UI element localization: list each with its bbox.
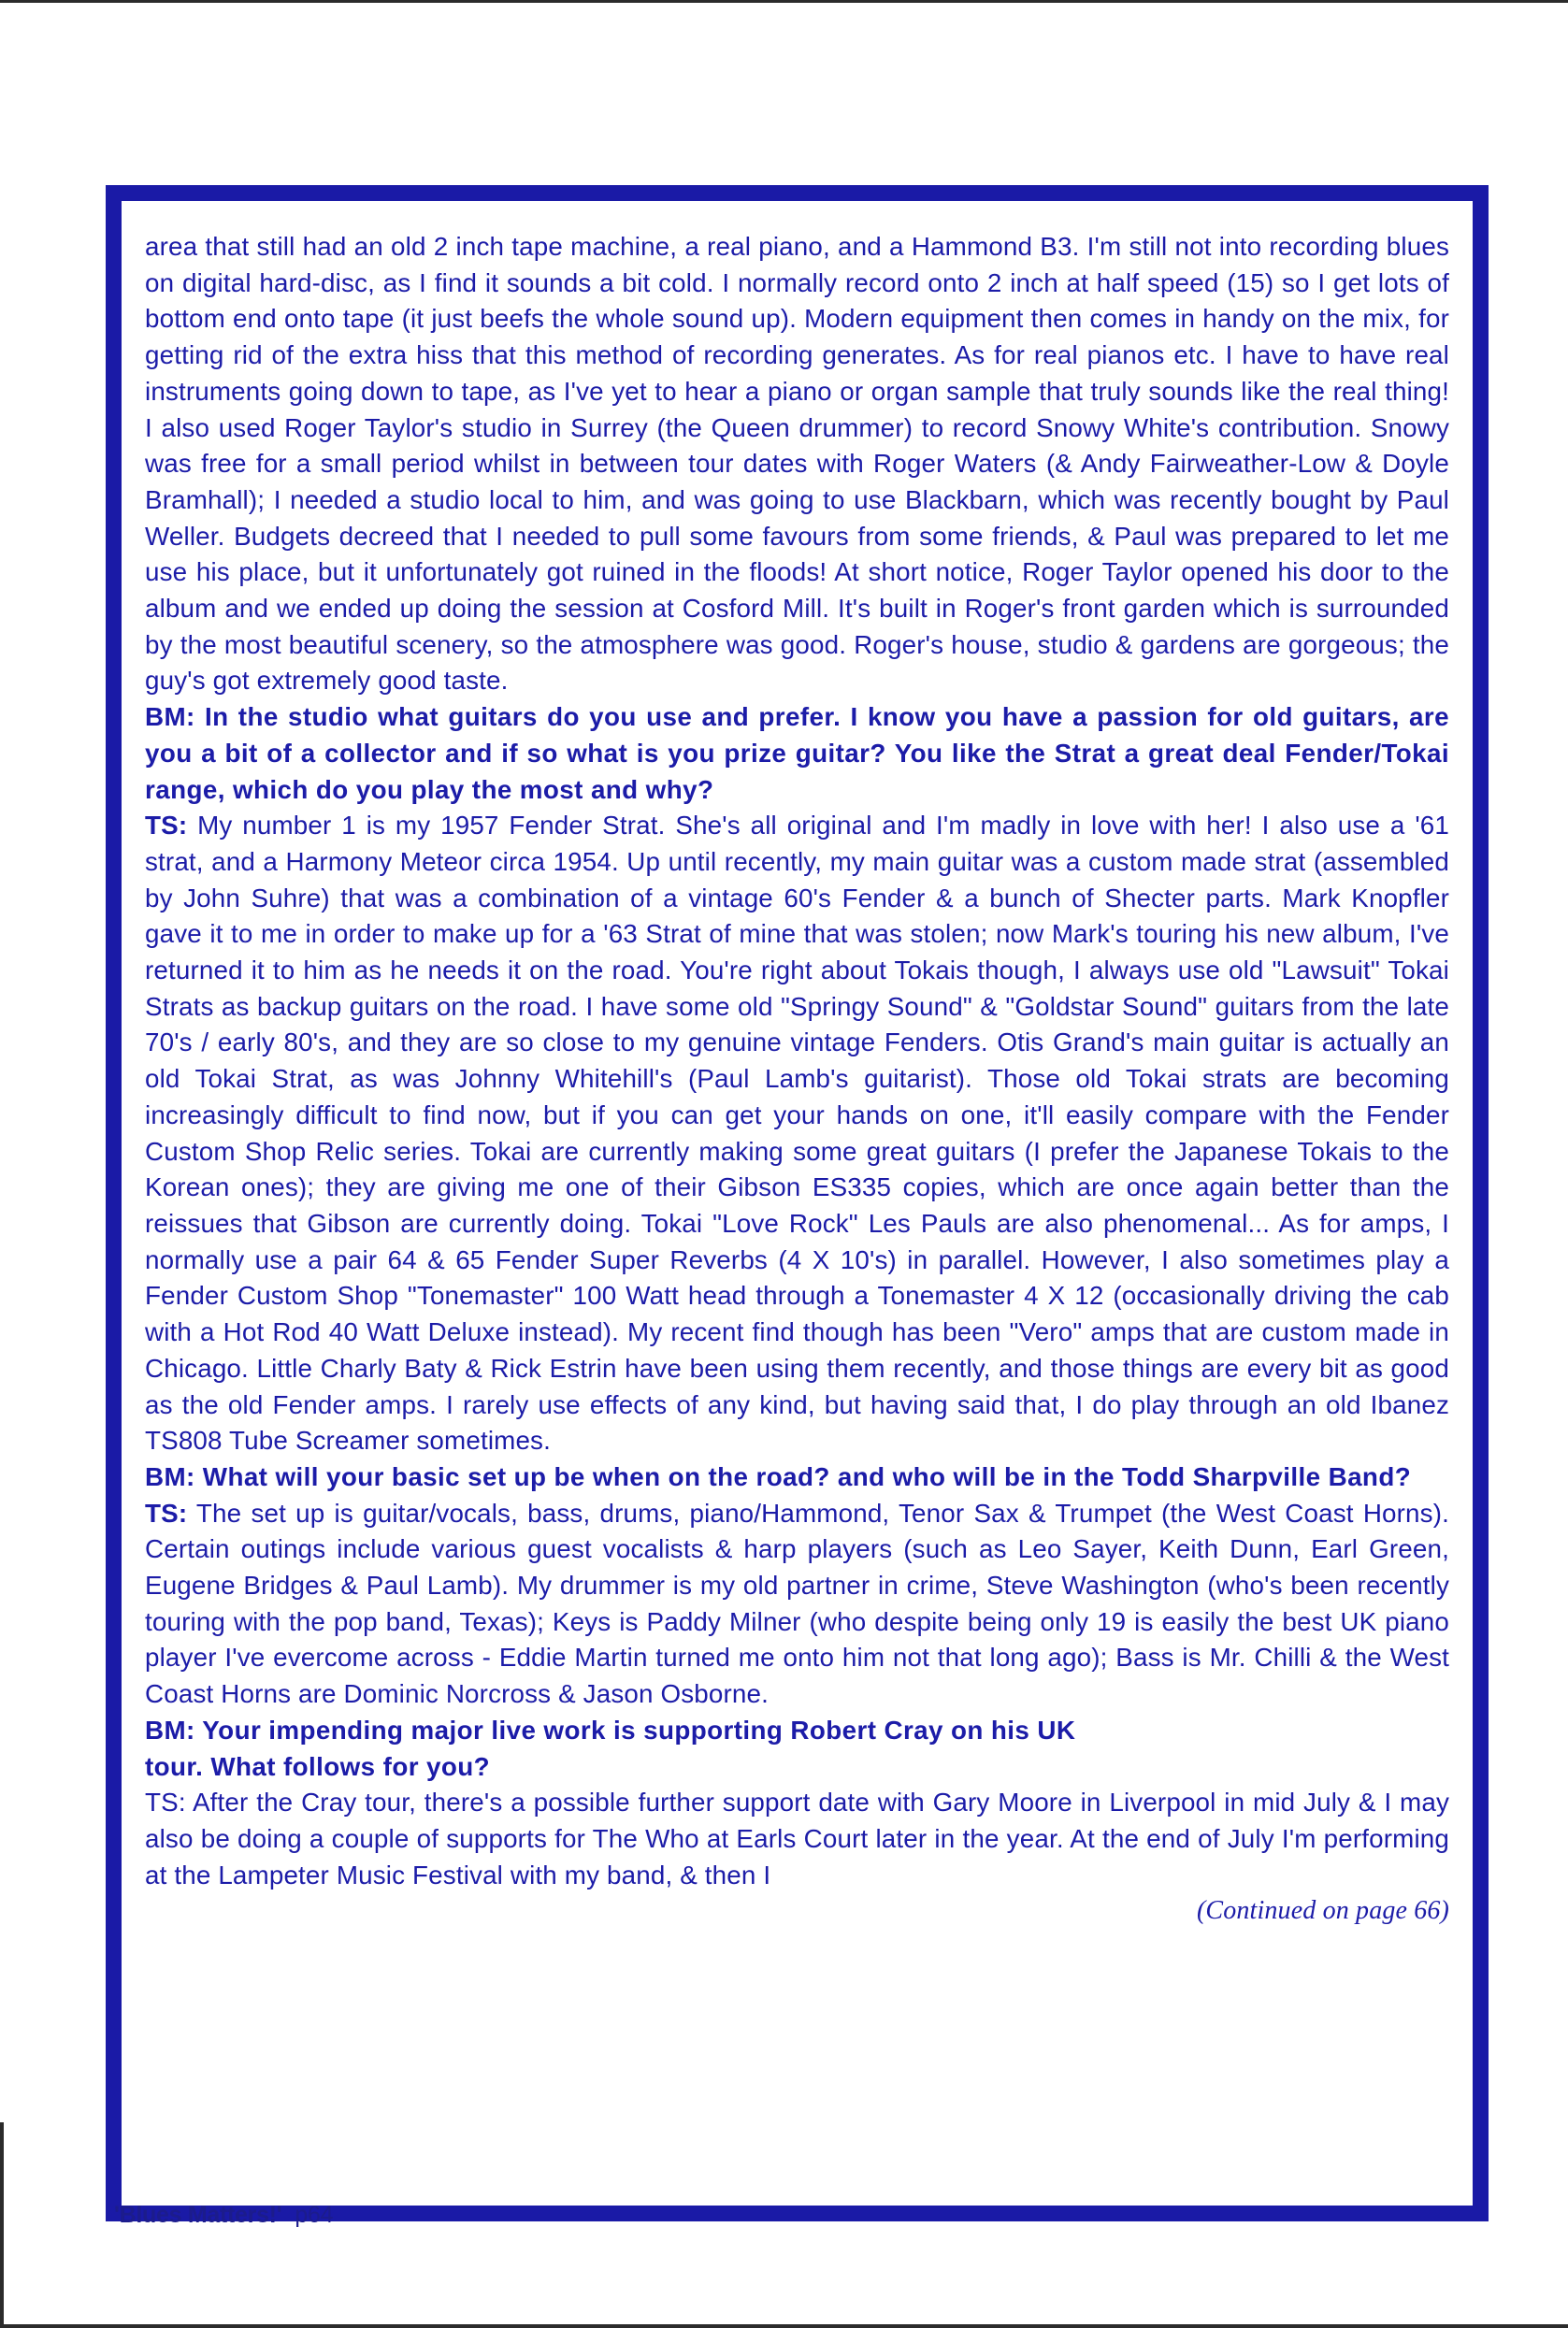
magazine-name: 'Blues Matters!' <box>114 2202 282 2228</box>
page-footer <box>114 2201 333 2229</box>
scan-edge-top <box>0 0 1568 3</box>
question-line: tour. What follows for you? <box>145 1751 491 1781</box>
answer-guitars <box>145 808 1449 1459</box>
answer-setup <box>145 1496 1449 1713</box>
question-guitars: BM: In the studio what guitars do you use and prefer. I know you have a passion for old guitars, are you a bit of a collector and if so what is you prize guitar? You like the Strat a great deal Fender/Tokai range, which do you play the most and why? <box>145 702 1449 804</box>
answer-live-work: TS: After the Cray tour, there's a possible further support date with Gary Moore in Liverpool in mid July & I may also be doing a couple of supports for The Who at Earls Court later in the year. At the end of July I'm performing at the Lampeter Music Festival with my band, & then I <box>145 1788 1449 1890</box>
answer-text: My number 1 is my 1957 Fender Strat. She's all original and I'm madly in love with her! I also use a '61 strat, and a Harmony Meteor circa 1954. Up until recently, my main guitar was a custom made strat (assembled by John Suhre) that was a combination of a vintage 60's Fender & a bunch of Shecter parts. Mark Knopfler gave it to me in order to make up for a '63 Strat of mine that was stolen; now Mark's touring his new album, I've returned it to him as he needs it on the road. You're right about Tokais though, I always use old "Lawsuit" Tokai Strats as backup guitars on the road. I have some old "Springy Sound" & "Goldstar Sound" guitars from the late 70's / early 80's, and they are so close to my genuine vintage Fenders. Otis Grand's main guitar is actually an old Tokai Strat, as was Johnny Whitehill's (Paul Lamb's guitarist). Those old Tokai strats are becoming increasingly difficult to find now, but if you can get your hands on one, it'll easily compare with the Fender Custom Shop Relic series. Tokai are currently making some great guitars (I prefer the Japanese Tokais to the Korean ones); they are giving me one of their Gibson ES335 copies, which are once again better than the reissues that Gibson are currently doing. Tokai "Love Rock" Les Pauls are also phenomenal... As for amps, I normally use a pair 64 & 65 Fender Super Reverbs (4 X 10's) in parallel. However, I also sometimes play a Fender Custom Shop "Tonemaster" 100 Watt head through a Tonemaster 4 X 12 (occasionally driving the cab with a Hot Rod 40 Watt Deluxe instead). My recent find though has been "Vero" amps that are custom made in Chicago. Little Charly Baty & Rick Estrin have been using them recently, and those things are every bit as good as the old Fender amps. I rarely use effects of any kind, but having said that, I do play through an old Ibanez TS808 Tube Screamer sometimes. <box>145 811 1449 1456</box>
scan-edge-left <box>0 2122 4 2328</box>
paragraph-studio: area that still had an old 2 inch tape machine, a real piano, and a Hammond B3. I'm still not into recording blues on digital hard-disc, as I find it sounds a bit cold. I normally record onto 2 inch at half speed (15) so I get lots of bottom end onto tape (it just beefs the whole sound up). Modern equipment then comes in handy on the mix, for getting rid of the extra hiss that this method of recording generates. As for real pianos etc. I have to have real instruments going down to tape, as I've yet to hear a piano or organ sample that truly sounds like the real thing! I also used Roger Taylor's studio in Surrey (the Queen drummer) to record Snowy White's contribution. Snowy was free for a small period whilst in between tour dates with Roger Waters (& Andy Fairweather-Low & Doyle Bramhall); I needed a studio local to him, and was going to use Blackbarn, which was recently bought by Paul Weller. Budgets decreed that I needed to pull some favours from some friends, & Paul was prepared to let me use his place, but it unfortunately got ruined in the floods! At short notice, Roger Taylor opened his door to the album and we ended up doing the session at Cosford Mill. It's built in Roger's front garden which is surrounded by the most beautiful scenery, so the atmosphere was good. Roger's house, studio & gardens are gorgeous; the guy's got extremely good taste. <box>145 232 1449 696</box>
question-setup: BM: What will your basic set up be when on the road? and who will be in the Todd Sharpville Band? <box>145 1461 1412 1491</box>
speaker-label: TS: <box>145 811 188 841</box>
speaker-label: TS: <box>145 1498 188 1528</box>
answer-text: The set up is guitar/vocals, bass, drums, piano/Hammond, Tenor Sax & Trumpet (the West Coast Horns). Certain outings include various guest vocalists & harp players (such as Leo Sayer, Keith Dunn, Earl Green, Eugene Bridges & Paul Lamb). My drummer is my old partner in crime, Steve Washington (who's been recently touring with the pop band, Texas); Keys is Paddy Milner (who despite being only 19 is easily the best UK piano player I've evercome across - Eddie Martin turned me onto him not that long ago); Bass is Mr. Chilli & the West Coast Horns are Dominic Norcross & Jason Osborne. <box>145 1498 1449 1709</box>
page-number: p64 <box>295 2202 334 2228</box>
article-frame <box>106 185 1489 2221</box>
continued-note: (Continued on page 66) <box>1196 1896 1449 1926</box>
article-body <box>145 229 1449 1929</box>
question-live-work <box>145 1713 1449 1785</box>
scan-edge-bottom <box>0 2324 1568 2328</box>
question-line: BM: Your impending major live work is supporting Robert Cray on his UK <box>145 1715 1076 1745</box>
